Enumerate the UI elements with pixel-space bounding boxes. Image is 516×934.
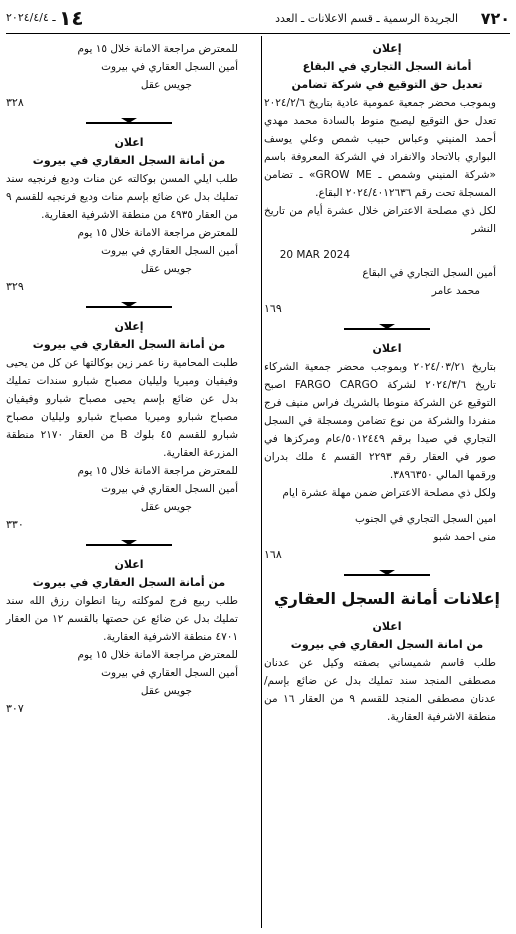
notice-subject: تعديل حق التوقيع في شركة تضامن xyxy=(291,78,483,91)
signatory-name: منى احمد شبو xyxy=(433,531,496,543)
notice-authority: من أمانة السجل العقاري في بيروت xyxy=(32,154,226,167)
signatory-name: جويس عقل xyxy=(140,263,192,275)
notice-heading: اعلان xyxy=(114,136,144,149)
page-number: ٧٢٠ xyxy=(480,9,510,28)
notice-objection: للمعترض مراجعة الامانة خلال ١٥ يوم xyxy=(77,649,238,661)
right-column xyxy=(264,40,510,726)
signatory-title: أمين السجل العقاري في بيروت xyxy=(101,245,238,257)
header-rule xyxy=(6,33,510,34)
issue-date: ـ ٢٠٢٤/٤/٤ xyxy=(6,11,56,24)
notice-objection: لكل ذي مصلحة الاعتراض خلال عشرة أيام من تاريخ النشر xyxy=(264,205,496,235)
gazette-title: الجريدة الرسمية ـ قسم الاعلانات ـ العدد xyxy=(275,12,458,25)
column-divider xyxy=(261,36,262,928)
notice-objection: للمعترض مراجعة الامانة خلال ١٥ يوم xyxy=(77,465,238,477)
signatory-name: جويس عقل xyxy=(140,685,192,697)
notice-authority: أمانة السجل التجاري في البقاع xyxy=(302,60,472,73)
signatory-title: أمين السجل التجاري في البقاع xyxy=(362,267,496,279)
signatory-title: أمين السجل العقاري في بيروت xyxy=(101,61,238,73)
notice-body: طلب ربيع فرج لموكلته ريتا انطوان رزق الله سند تمليك بدل عن ضائع عن حصتها بالقسم ١٢ من العقار ٤٧٠١ منطقة الاشرفية العقارية. xyxy=(6,595,238,643)
notice-body: وبموجب محضر جمعية عمومية عادية بتاريخ ٢٠٢٤/٢/٦ تعدل حق التوقيع ليصبح منوط بالسادة محمد مهدي أحمد المنيني وعباس حبيب شمص وعلي يوسف البواري بالاتحاد والانفراد في الشركة المعروفة باسم «شركة المنيني وشمص ـ GROW ME» ـ تضامن المسجلة تحت رقم ٢٠٢٤/٤٠١٢٦٣٦ البقاع. xyxy=(264,97,496,199)
notice-body: بتاريخ ٢٠٢٤/٠٣/٢١ وبموجب محضر جمعية الشركاء تاريخ ٢٠٢٤/٣/٦ لشركة FARGO CARGO اصبح التوقيع عن الشركة منوطا بالشريك فراس منيف فرج منفردا والشركة من نوع تضامن ومسجلة في السجل التجاري في صيدا برقم ٥٠١٢٤٤٩/عام ومركزها في صور في العقار رقم ٢٢٩٣ القسم ٤ ملك بدران ورقمها المالي ٣٨٩٦٣٥٠. xyxy=(264,361,496,481)
notice-date: 20 MAR 2024 xyxy=(279,249,350,261)
signatory-name: محمد عامر xyxy=(431,285,480,297)
notice-objection: ولكل ذي مصلحة الاعتراض ضمن مهلة عشرة ايام xyxy=(282,487,496,499)
notice-objection: للمعترض مراجعة الامانة خلال ١٥ يوم xyxy=(77,43,238,55)
notice-authority: من امانة السجل العقاري في بيروت xyxy=(290,638,484,651)
signatory-name: جويس عقل xyxy=(140,79,192,91)
notice-number: ٣٢٨ xyxy=(6,96,24,109)
notice-body: طلب ايلي المسن بوكالته عن منات وديع فرنجيه سند تمليك بدل عن ضائع بإسم منات وديع فرنجيه للقسم ٩ من العقار ٤٩٣٥ من منطقة الاشرفية العقارية. xyxy=(6,173,238,221)
notice-body: طلبت المحامية رنا عمر زين بوكالتها عن كل من يحيى وفيفيان وميريا وليليان مصباح شبارو سندات تمليك بدل عن ضائع بإسم يحيى مصباح شبارو وفيفيان مصباح شبارو وميريا مصباح شبارو وليليان مصباح شبارو للقسم ٤٥ بلوك B من العقار ٢١٧٠ منطقة المزرعة العقارية. xyxy=(6,357,238,459)
notice-authority: من أمانة السجل العقاري في بيروت xyxy=(32,338,226,351)
signatory-title: امين السجل التجاري في الجنوب xyxy=(355,513,496,525)
left-column xyxy=(6,40,252,718)
separator-ornament xyxy=(6,118,252,128)
notice-authority: من أمانة السجل العقاري في بيروت xyxy=(32,576,226,589)
separator-ornament xyxy=(264,570,510,580)
notice-objection: للمعترض مراجعة الامانة خلال ١٥ يوم xyxy=(77,227,238,239)
notice-number: ١٦٨ xyxy=(264,548,282,561)
notice-heading: إعلان xyxy=(114,320,144,333)
notice-heading: اعلان xyxy=(114,558,144,571)
signatory-title: أمين السجل العقاري في بيروت xyxy=(101,483,238,495)
notice-body: طلب قاسم شميساني بصفته وكيل عن عدنان مصطفى المنجد سند تمليك بدل عن ضائع بإسم/ عدنان مصطفى المنجد للقسم ٩ من العقار ١٦ من منطقة الاشرفية العقارية. xyxy=(264,657,496,723)
issue-number: ١٤ xyxy=(59,6,84,30)
notice-heading: اعلان xyxy=(372,342,402,355)
separator-ornament xyxy=(6,540,252,550)
separator-ornament xyxy=(6,302,252,312)
notice-number: ٣٠٧ xyxy=(6,702,24,715)
page-header xyxy=(6,6,510,30)
notice-heading: اعلان xyxy=(372,620,402,633)
signatory-name: جويس عقل xyxy=(140,501,192,513)
separator-ornament xyxy=(264,324,510,334)
section-title: إعلانات أمانة السجل العقاري xyxy=(274,589,500,608)
notice-heading: إعلان xyxy=(372,42,402,55)
notice-number: ٣٣٠ xyxy=(6,518,24,531)
signatory-title: أمين السجل العقاري في بيروت xyxy=(101,667,238,679)
notice-number: ٣٢٩ xyxy=(6,280,24,293)
issue-info xyxy=(6,6,84,30)
notice-number: ١٦٩ xyxy=(264,302,282,315)
